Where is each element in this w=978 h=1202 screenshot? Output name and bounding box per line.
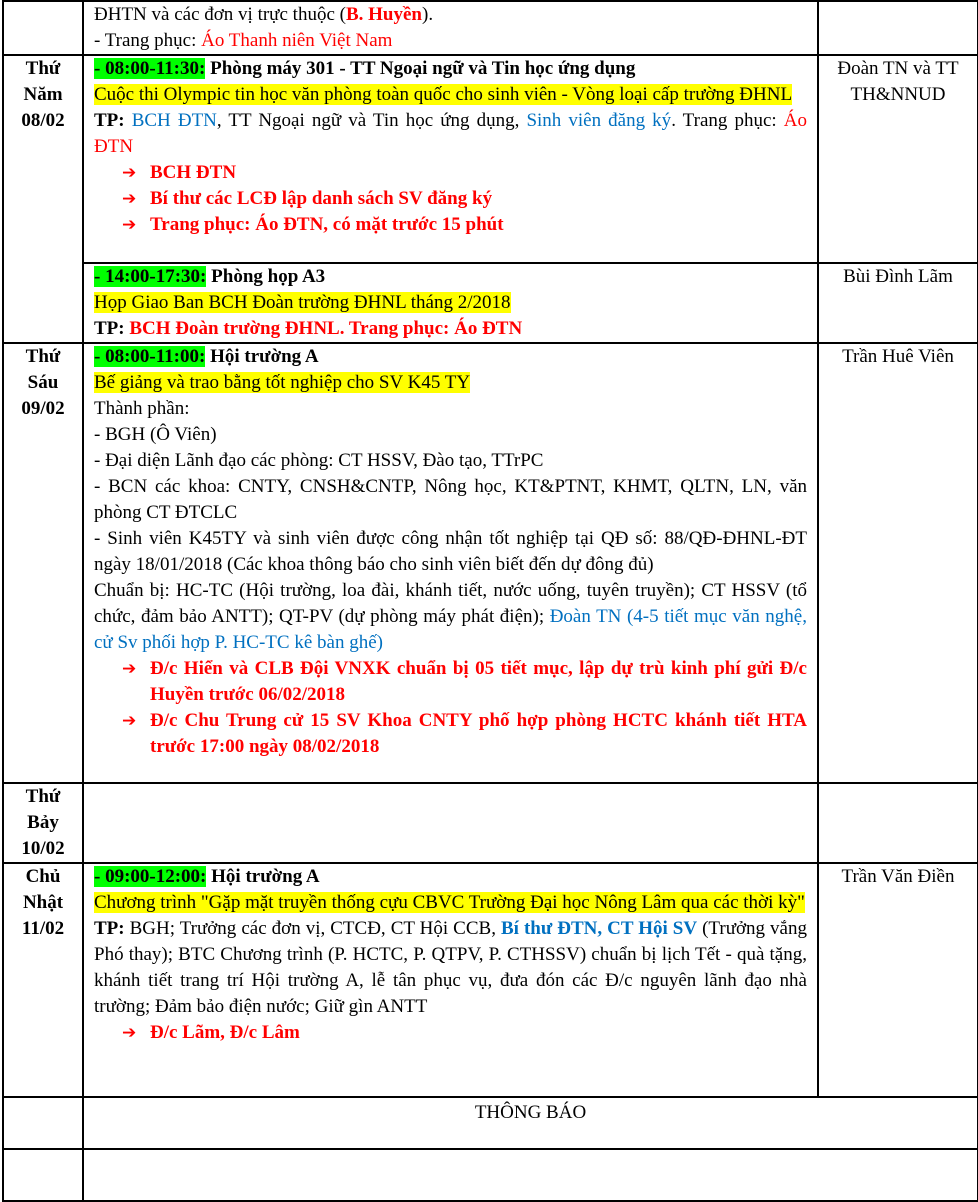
resp-cell: Trần Huê Viên (818, 343, 978, 783)
event-time: - 09:00-12:00: (94, 866, 207, 887)
text: Sinh viên đăng ký (526, 110, 672, 131)
text: Đoàn TN (4-5 tiết mục văn nghệ, cử Sv phối hợp P. HC-TC kê bàn ghế) (94, 606, 807, 653)
event-time-place (94, 264, 807, 290)
text: ĐHTN và các đơn vị trực thuộc ( (94, 4, 346, 25)
tp-label: TP: (94, 110, 125, 131)
text: Bí thư ĐTN, CT Hội SV (500, 918, 698, 939)
event-line: - BGH (Ô Viên) (94, 424, 217, 445)
arrow-note-text: Bí thư các LCĐ lập danh sách SV đăng ký (150, 188, 493, 209)
event-cell (83, 343, 818, 783)
text: (Trưởng vắng Phó thay); BTC Chương trình (P. HCTC, P. QTPV, P. CTHSSV) chuẩn bị lịch Tết - quà tặng, khánh tiết trang trí Hội trường A, lễ tân phục vụ, đưa đón các Đ/c nguyên lãnh đạo nhà trường; Đảm bảo điện nước; Giữ gìn ANTT (94, 918, 807, 1017)
continuation-line-2 (94, 28, 807, 54)
right-arrow-icon: ➔ (122, 163, 137, 183)
day-cell-saturday: Thứ Bảy 10/02 (3, 783, 83, 863)
schedule-row-continuation (3, 1, 978, 55)
notice-row (3, 1097, 978, 1149)
event-line: - Đại diện Lãnh đạo các phòng: CT HSSV, Đào tạo, TTrPC (94, 450, 544, 471)
schedule-table (2, 0, 978, 1202)
event-line: - Sinh viên K45TY và sinh viên được công nhận tốt nghiệp tại QĐ số: 88/QĐ-ĐHNL-ĐT ngày 18/01/2018 (Các khoa thông báo cho sinh viên biết đến dự đông đủ) (94, 528, 807, 575)
text: BGH; Trưởng các đơn vị, CTCĐ, CT Hội CCB, (124, 918, 501, 939)
event-time-place (94, 344, 807, 370)
notice-body-day-cell (3, 1149, 83, 1201)
event-line: Thành phần: (94, 398, 190, 419)
event-cell (83, 263, 818, 343)
text: - Trang phục: (94, 30, 202, 51)
text: . Trang phục: (671, 110, 784, 131)
schedule-row-sunday (3, 863, 978, 1097)
event-title: Cuộc thi Olympic tin học văn phòng toàn quốc cho sinh viên - Vòng loại cấp trường ĐHNL (94, 84, 793, 105)
event-cell (83, 55, 818, 263)
text: BCH Đoàn trường ĐHNL. Trang phục: Áo ĐTN (124, 318, 523, 339)
right-arrow-icon: ➔ (122, 659, 137, 679)
tp-label: TP: (94, 918, 125, 939)
right-arrow-icon: ➔ (122, 189, 137, 209)
event-place: Phòng máy 301 - TT Ngoại ngữ và Tin học ứng dụng (205, 58, 636, 79)
event-place: Hội trường A (205, 346, 319, 367)
resp-cell: Đoàn TN và TT TH&NNUD (818, 55, 978, 263)
resp-cell: Bùi Đình Lãm (818, 263, 978, 343)
schedule-row-friday (3, 343, 978, 783)
text: ). (422, 4, 434, 25)
tp-label: TP: (94, 318, 125, 339)
arrow-note-text: BCH ĐTN (150, 162, 237, 183)
arrow-note-text: Trang phục: Áo ĐTN, có mặt trước 15 phút (150, 214, 504, 235)
event-cell (83, 1, 818, 55)
event-time: - 14:00-17:30: (94, 266, 207, 287)
arrow-note (94, 1020, 807, 1046)
resp-cell-empty (818, 783, 978, 863)
notice-body (83, 1149, 978, 1201)
event-time: - 08:00-11:00: (94, 346, 206, 367)
day-cell-empty (3, 1, 83, 55)
event-prep (94, 578, 807, 656)
right-arrow-icon: ➔ (122, 215, 137, 235)
event-participants (94, 108, 807, 160)
arrow-note (94, 708, 807, 760)
arrow-note (94, 186, 807, 212)
notice-day-cell (3, 1097, 83, 1149)
schedule-row-thursday-1 (3, 55, 978, 263)
arrow-note (94, 656, 807, 708)
notice-title: THÔNG BÁO (83, 1097, 978, 1149)
event-time: - 08:00-11:30: (94, 58, 206, 79)
event-time-place (94, 56, 807, 82)
event-place: Phòng họp A3 (206, 266, 326, 287)
resp-cell: Trần Văn Điền (818, 863, 978, 1097)
schedule-row-thursday-2 (3, 263, 978, 343)
right-arrow-icon: ➔ (122, 711, 137, 731)
event-title: Chương trình "Gặp mặt truyền thống cựu CBVC Trường Đại học Nông Lâm qua các thời kỳ" (94, 892, 805, 913)
text: , TT Ngoại ngữ và Tin học ứng dụng, (216, 110, 527, 131)
schedule-row-saturday (3, 783, 978, 863)
text: BCH ĐTN (124, 110, 217, 131)
event-time-place (94, 864, 807, 890)
event-title: Bế giảng và trao bằng tốt nghiệp cho SV K45 TY (94, 372, 471, 393)
notice-body-row (3, 1149, 978, 1201)
event-place: Hội trường A (206, 866, 320, 887)
day-cell-thursday: Thứ Năm 08/02 (3, 55, 83, 343)
arrow-note (94, 160, 807, 186)
text: Áo ĐTN (94, 110, 807, 157)
day-cell-friday: Thứ Sáu 09/02 (3, 343, 83, 783)
text-person: B. Huyền (345, 4, 422, 25)
text-dress: Áo Thanh niên Việt Nam (201, 30, 393, 51)
arrow-note-text: Đ/c Hiển và CLB Đội VNXK chuẩn bị 05 tiết mục, lập dự trù kinh phí gửi Đ/c Huyền trước 06/02/2018 (150, 658, 807, 705)
event-cell-empty (83, 783, 818, 863)
arrow-note-text: Đ/c Chu Trung cử 15 SV Khoa CNTY phố hợp phòng HCTC khánh tiết HTA trước 17:00 ngày 08/02/2018 (150, 710, 807, 757)
arrow-note-text: Đ/c Lãm, Đ/c Lâm (150, 1022, 300, 1043)
event-participants (94, 316, 807, 342)
continuation-line-1 (94, 2, 807, 28)
event-cell (83, 863, 818, 1097)
event-line: - BCN các khoa: CNTY, CNSH&CNTP, Nông học, KT&PTNT, KHMT, QLTN, LN, văn phòng CT ĐTCLC (94, 476, 807, 523)
event-participants (94, 916, 807, 1020)
text: Chuẩn bị: HC-TC (Hội trường, loa đài, khánh tiết, nước uống, tuyên truyền); CT HSSV (tổ chức, đảm bảo ANTT); QT-PV (dự phòng máy phát điện); (94, 580, 807, 627)
event-title: Họp Giao Ban BCH Đoàn trường ĐHNL tháng 2/2018 (94, 292, 511, 313)
right-arrow-icon: ➔ (122, 1023, 137, 1043)
resp-cell-empty (818, 1, 978, 55)
arrow-note (94, 212, 807, 238)
day-cell-sunday: Chủ Nhật 11/02 (3, 863, 83, 1097)
